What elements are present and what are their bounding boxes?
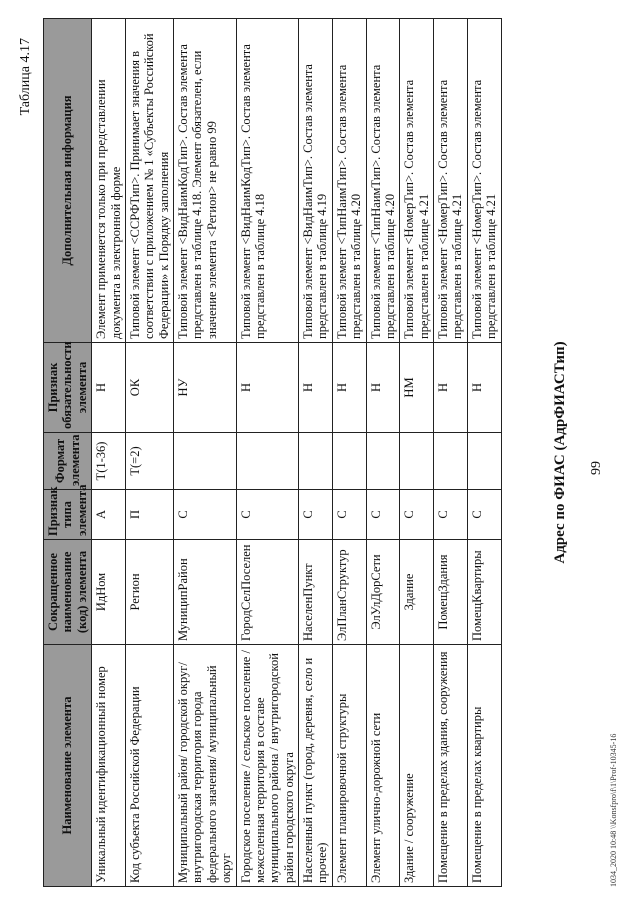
- cell-type: П: [125, 490, 173, 540]
- table-row: [332, 19, 366, 887]
- cell-required: Н: [434, 343, 468, 433]
- cell-info: Типовой элемент <ВидНаимКодТип>. Состав элемента представлен в таблице 4.18. Элемент обязателен, если значение элемента <Регион> не равно 99: [174, 19, 237, 343]
- cell-name: Муниципальный район/ городской округ/ внутригородская территория города федерального значения/ муниципальный округ: [174, 645, 237, 887]
- cell-type: С: [174, 490, 237, 540]
- header-type: Признак типа элемента: [44, 490, 92, 540]
- cell-format: [434, 433, 468, 490]
- cell-required: НУ: [174, 343, 237, 433]
- table-row: [174, 19, 237, 887]
- header-info: Дополнительная информация: [44, 19, 92, 343]
- page-number: 99: [589, 461, 604, 475]
- table-title: Адрес по ФИАС (АдрФИАСТип): [552, 341, 568, 564]
- cell-required: ОК: [125, 343, 173, 433]
- cell-info: Типовой элемент <НомерТип>. Состав элемента представлен в таблице 4.21: [400, 19, 434, 343]
- header-required: Признак обязательности элемента: [44, 343, 92, 433]
- cell-info: Типовой элемент <НомерТип>. Состав элемента представлен в таблице 4.21: [467, 19, 501, 343]
- table-wrapper: [43, 19, 529, 887]
- cell-format: [366, 433, 400, 490]
- cell-format: T(1-36): [92, 433, 126, 490]
- cell-code: ГородСелПоселен: [236, 540, 299, 645]
- cell-name: Здание / сооружение: [400, 645, 434, 887]
- cell-type: С: [467, 490, 501, 540]
- table-row: [299, 19, 333, 887]
- table-row: [467, 19, 501, 887]
- cell-info: Элемент применяется только при представлении документа в электронной форме: [92, 19, 126, 343]
- cell-format: [174, 433, 237, 490]
- cell-name: Код субъекта Российской Федерации: [125, 645, 173, 887]
- cell-format: [467, 433, 501, 490]
- cell-format: [400, 433, 434, 490]
- cell-code: Регион: [125, 540, 173, 645]
- cell-format: [299, 433, 333, 490]
- header-name: Наименование элемента: [44, 645, 92, 887]
- cell-name: Населенный пункт (город, деревня, село и прочее): [299, 645, 333, 887]
- cell-name: Помещение в пределах квартиры: [467, 645, 501, 887]
- cell-info: Типовой элемент <ТипНаимТип>. Состав элемента представлен в таблице 4.20: [332, 19, 366, 343]
- cell-type: С: [332, 490, 366, 540]
- cell-info: Типовой элемент <ССРФТип>. Принимает значения в соответствии с приложением № 1 «Субъекты Российской Федерации» к Порядку заполнения: [125, 19, 173, 343]
- cell-required: Н: [236, 343, 299, 433]
- cell-name: Элемент планировочной структуры: [332, 645, 366, 887]
- cell-type: С: [434, 490, 468, 540]
- cell-info: Типовой элемент <ВидНаимКодТип>. Состав элемента представлен в таблице 4.18: [236, 19, 299, 343]
- cell-type: С: [366, 490, 400, 540]
- cell-code: Здание: [400, 540, 434, 645]
- cell-type: С: [299, 490, 333, 540]
- cell-code: НаселенПункт: [299, 540, 333, 645]
- cell-type: С: [400, 490, 434, 540]
- footer-note: 1034_2020 10:48 \\Konsfpro\f\1\Prof-10345-16: [609, 733, 618, 887]
- cell-required: НМ: [400, 343, 434, 433]
- cell-type: А: [92, 490, 126, 540]
- cell-code: ПомещЗдания: [434, 540, 468, 645]
- cell-name: Помещение в пределах здания, сооружения: [434, 645, 468, 887]
- cell-required: Н: [92, 343, 126, 433]
- cell-format: [332, 433, 366, 490]
- cell-type: С: [236, 490, 299, 540]
- cell-name: Городское поселение / сельское поселение / межселенная территория в составе муниципального района / внутригородской район городского округа: [236, 645, 299, 887]
- cell-info: Типовой элемент <ТипНаимТип>. Состав элемента представлен в таблице 4.20: [366, 19, 400, 343]
- cell-info: Типовой элемент <НомерТип>. Состав элемента представлен в таблице 4.21: [434, 19, 468, 343]
- cell-code: МуниципРайон: [174, 540, 237, 645]
- cell-format: [236, 433, 299, 490]
- cell-code: ИдНом: [92, 540, 126, 645]
- table-header-row: [44, 19, 92, 887]
- cell-name: Элемент улично-дорожной сети: [366, 645, 400, 887]
- header-format: Формат элемента: [44, 433, 92, 490]
- cell-code: ЭлУлДорСети: [366, 540, 400, 645]
- table-row: [400, 19, 434, 887]
- header-code: Сокращенное наименование (код) элемента: [44, 540, 92, 645]
- cell-code: ПомещКвартиры: [467, 540, 501, 645]
- table-row: [366, 19, 400, 887]
- table-row: [236, 19, 299, 887]
- cell-name: Уникальный идентификационный номер: [92, 645, 126, 887]
- cell-format: T(=2): [125, 433, 173, 490]
- table-row: [125, 19, 173, 887]
- table-row: [92, 19, 126, 887]
- table-caption: Таблица 4.17: [18, 38, 33, 116]
- cell-required: Н: [332, 343, 366, 433]
- cell-code: ЭлПланСтруктур: [332, 540, 366, 645]
- cell-required: Н: [366, 343, 400, 433]
- cell-required: Н: [299, 343, 333, 433]
- cell-info: Типовой элемент <ВидНаимТип>. Состав элемента представлен в таблице 4.19: [299, 19, 333, 343]
- cell-required: Н: [467, 343, 501, 433]
- fias-address-table: [43, 18, 502, 887]
- table-row: [434, 19, 468, 887]
